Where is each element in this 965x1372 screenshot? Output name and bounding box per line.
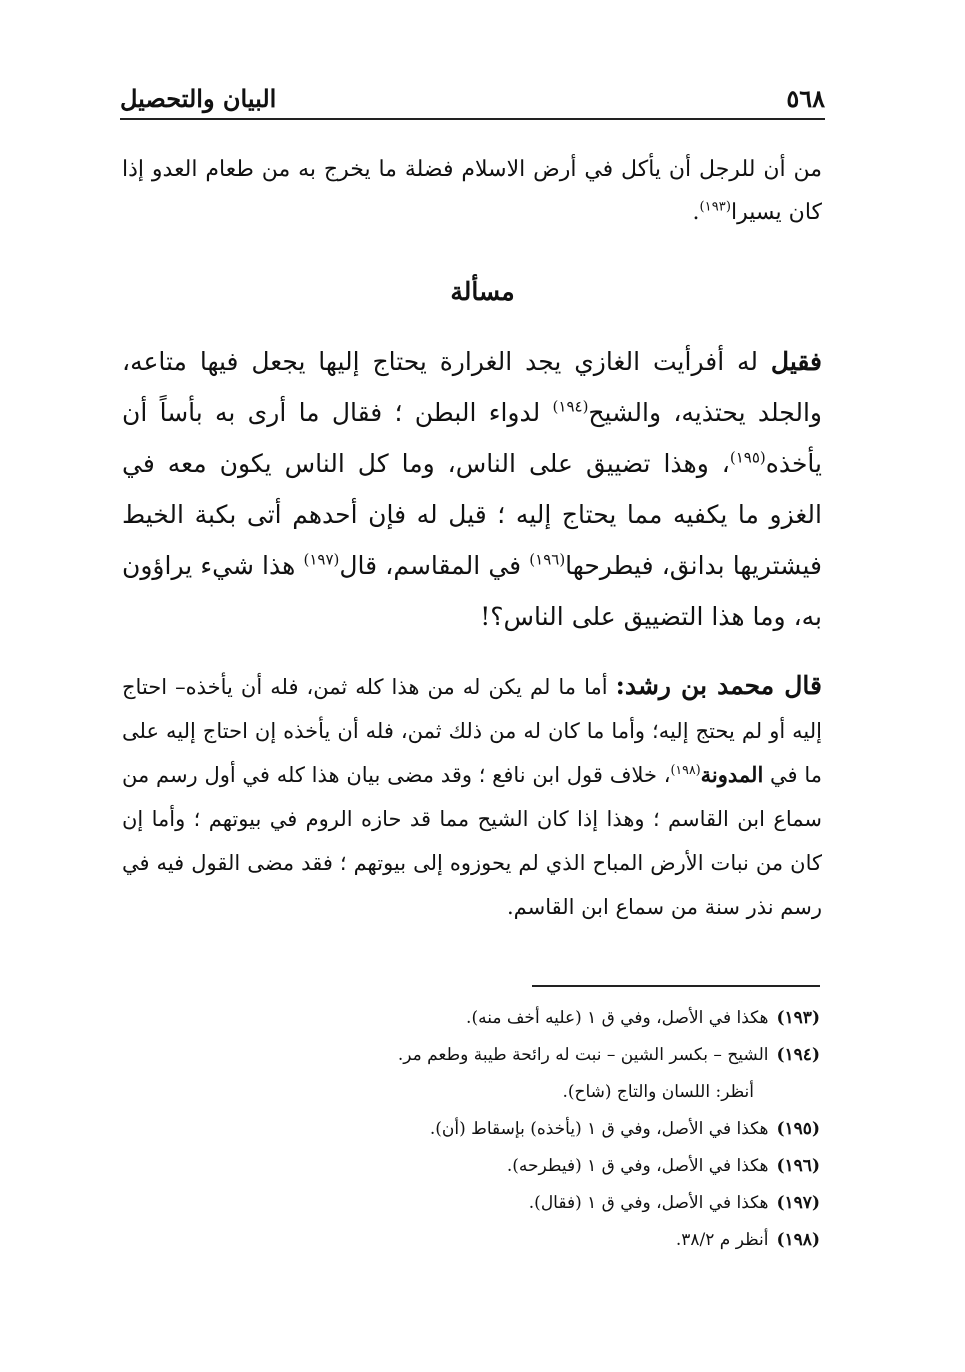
- footnote-text: هكذا في الأصل، وفي ق ١ (يأخذه) بإسقاط (أن).: [429, 1119, 769, 1139]
- section-heading: مسألة: [450, 277, 515, 306]
- footnote-ref-198[interactable]: (١٩٨): [670, 762, 701, 777]
- footnote-196: [300, 1148, 820, 1185]
- footnote-ref-196[interactable]: (١٩٦): [529, 550, 566, 569]
- footnote-text: هكذا في الأصل، وفي ق ١ (فقال).: [528, 1193, 769, 1213]
- footnote-number: (١٩٣): [776, 1008, 820, 1028]
- footnote-ref-195[interactable]: (١٩٥): [729, 448, 766, 467]
- footnote-divider: [532, 985, 820, 987]
- footnote-text: هكذا في الأصل، وفي ق ١ (عليه أخف منه).: [466, 1008, 769, 1028]
- question-text-3: ، وهذا تضييق على الناس، وما كل الناس يكون معه في الغزو ما يكفيه مما يحتاج إليه ؛ قيل له فإن أحدهم أتى بكبة الخيط فيشتريها بدانق، فيطرحها: [122, 449, 823, 580]
- intro-end: .: [692, 200, 700, 225]
- footnote-text: أنظر: اللسان والتاج (شاح).: [562, 1082, 754, 1102]
- footnote-number: (١٩٤): [776, 1045, 820, 1065]
- footnote-ref-194[interactable]: (١٩٤): [552, 397, 589, 416]
- intro-paragraph: [122, 148, 822, 234]
- footnote-ref-197[interactable]: (١٩٧): [303, 550, 340, 569]
- footnote-text: هكذا في الأصل، وفي ق ١ (فيطرحه).: [506, 1156, 769, 1176]
- question-text-5: هذا شيء يراؤون به، وما هذا التضييق على الناس؟!: [122, 551, 822, 631]
- question-text-4: في المقاسم، قال: [339, 551, 530, 580]
- footnote-number: (١٩٧): [776, 1193, 820, 1213]
- footnotes-list: [300, 1000, 820, 1259]
- book-title: البيان والتحصيل: [120, 84, 277, 113]
- footnote-197: [300, 1185, 820, 1222]
- footnote-number: (١٩٦): [776, 1156, 820, 1176]
- answer-lead: قال محمد بن رشد:: [615, 671, 822, 700]
- question-text-1: له أفرأيت الغازي يجد الغرارة يحتاج إليها يجعل فيها متاعه، والجلد يحتذيه، والشيح: [122, 347, 822, 427]
- footnote-text: أنظر م ٣٨/٢.: [675, 1230, 769, 1250]
- intro-text: من أن للرجل أن يأكل في أرض الاسلام فضلة ما يخرج به من طعام العدو إذا كان يسيرا: [122, 157, 822, 225]
- page-number: ٥٦٨: [786, 84, 825, 113]
- footnote-194-continued: [300, 1074, 820, 1111]
- question-lead: فقيل: [770, 347, 822, 376]
- cited-work-mudawwana: المدونة: [700, 762, 764, 787]
- answer-text-1: أما ما لم يكن له من هذا كله ثمن، فله أن يأخذه– احتاج إليه أو لم يحتج إليه؛ وأما ما كان له من ذلك ثمن، فله أن يأخذه إن احتاج إليه على ما في: [122, 675, 822, 787]
- footnote-text: الشيح – بكسر الشين – نبت له رائحة طيبة وطعم مر.: [397, 1045, 769, 1065]
- footnote-195: [300, 1111, 820, 1148]
- running-header: [120, 82, 825, 120]
- footnote-194: [300, 1037, 820, 1074]
- answer-paragraph: [122, 664, 822, 929]
- question-text-2: لدواء البطن ؛ فقال ما أرى به بأساً أن يأخذه: [122, 398, 822, 478]
- footnote-ref-193[interactable]: (١٩٣): [699, 199, 732, 215]
- footnote-198: [300, 1222, 820, 1259]
- footnote-193: [300, 1000, 820, 1037]
- footnote-number: (١٩٨): [776, 1230, 820, 1250]
- question-paragraph: [122, 336, 822, 642]
- answer-text-2: ، خلاف قول ابن نافع ؛ وقد مضى بيان هذا كله في أول رسم من سماع ابن القاسم ؛ وهذا إذا كان الشيح مما قد حازه الروم في بيوتهم ؛ وأما إن كان من نبات الأرض المباح الذي لم يحوزوه إلى بيوتهم ؛ فقد مضى القول فيه في رسم نذر سنة من سماع ابن القاسم.: [122, 763, 822, 919]
- footnote-number: (١٩٥): [776, 1119, 820, 1139]
